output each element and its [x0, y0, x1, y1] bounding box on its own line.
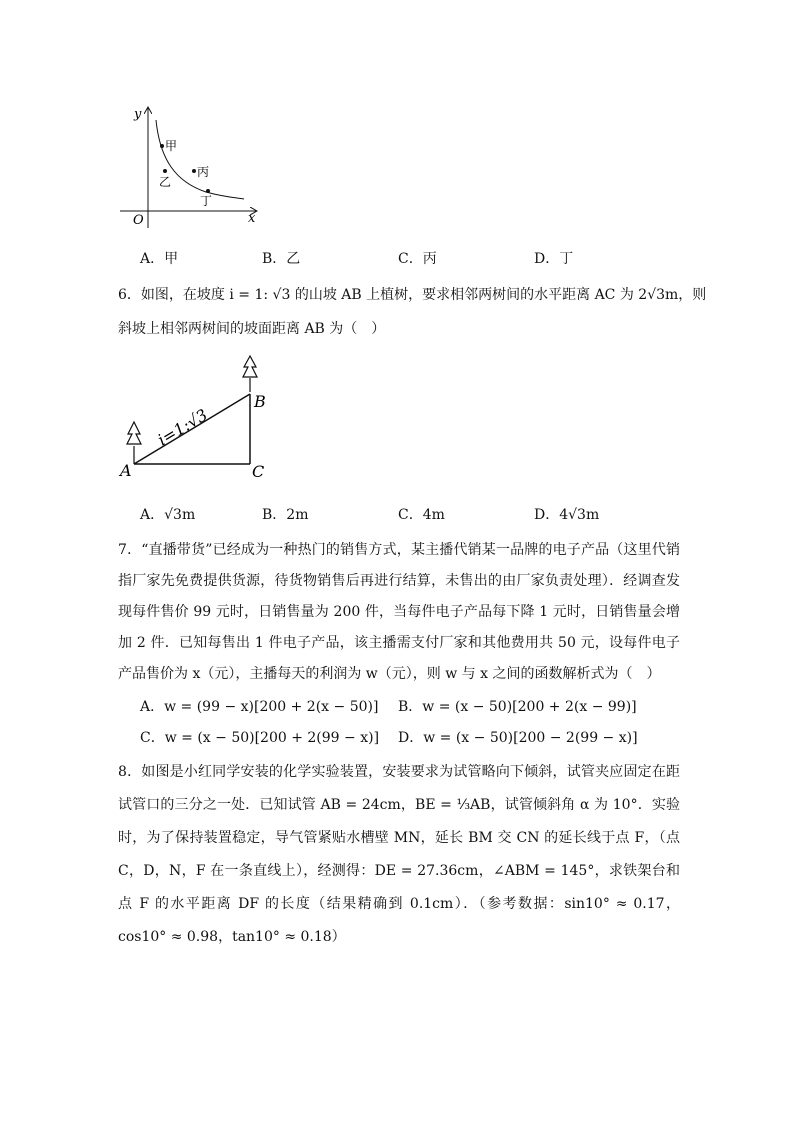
q6-option-a[interactable]: A．√3m — [140, 507, 196, 523]
q7-text: 7．“直播带货”已经成为一种热门的销售方式，某主播代销某一品牌的电子产品（这里代销指厂家先免费提供货源，待货物销售后再进行结算，未售出的由厂家负责处理）．经调查发现每件售价 99 元时，日销售量为 200 件，当每件电子产品每下降 1 元时，日销售量会增加 2 件．已知每售出 1 件电子产品，该主播需支付厂家和其他费用共 50 元，设每件电子产品售价为 x（元），主播每天的利润为 w（元），则 w 与 x 之间的函数解析式为（ ） — [118, 542, 680, 682]
q6-option-c[interactable]: C．4m — [398, 507, 445, 523]
q6-line-1: 6．如图，在坡度 i = 1: √3 的山坡 AB 上植树，要求相邻两树间的水平距离 AC 为 2√3m，则 — [118, 287, 707, 303]
q5-figure — [116, 100, 266, 230]
axis-x-label: x — [248, 211, 256, 226]
q7-option-b[interactable]: B．w = (x − 50)[200 + 2(x − 99)] — [398, 699, 637, 715]
point-jia-label: 甲 — [165, 139, 178, 153]
q6-figure — [116, 350, 276, 485]
q7-option-d[interactable]: D．w = (x − 50)[200 − 2(99 − x)] — [398, 730, 638, 746]
tree-a-icon — [127, 422, 141, 464]
point-bing — [192, 169, 196, 173]
label-b: B — [254, 392, 266, 411]
label-c: C — [252, 462, 265, 481]
q5-option-a[interactable]: A．甲 — [140, 251, 179, 267]
q6-line-2: 斜坡上相邻两树间的坡面距离 AB 为（ ） — [118, 321, 386, 337]
q6-option-d[interactable]: D．4√3m — [534, 507, 600, 523]
q7-option-c[interactable]: C．w = (x − 50)[200 + 2(99 − x)] — [140, 730, 380, 746]
point-ding-label: 丁 — [200, 194, 213, 208]
origin-label: O — [133, 213, 144, 228]
q8-text: 8．如图是小红同学安装的化学实验装置，安装要求为试管略向下倾斜，试管夹应固定在距试管口的三分之一处．已知试管 AB = 24cm，BE = ⅓AB，试管倾斜角 α 为 10°．实验时，为了保持装置稳定，导气管紧贴水槽壁 MN，延长 BM 交 CN 的延长线于点 F，（点 C，D，N，F 在一条直线上），经测得：DE = 27.36cm，∠ABM = 145°，求铁架台和点 F 的水平距离 DF 的长度（结果精确到 0.1cm）．（参考数据：sin10° ≈ 0.17，cos10° ≈ 0.98，tan10° ≈ 0.18） — [118, 764, 680, 945]
q5-option-d[interactable]: D．丁 — [534, 251, 574, 267]
tree-b-icon — [243, 356, 257, 392]
q5-option-c[interactable]: C．丙 — [398, 251, 437, 267]
point-yi-label: 乙 — [159, 175, 172, 189]
slope-label: i=1:√3 — [154, 405, 211, 450]
label-a: A — [120, 461, 132, 480]
point-ding — [206, 189, 210, 193]
axis-y-label: y — [134, 107, 142, 122]
q5-option-b[interactable]: B．乙 — [262, 251, 301, 267]
point-bing-label: 丙 — [197, 165, 210, 179]
point-jia — [160, 144, 164, 148]
point-yi — [163, 169, 167, 173]
q6-option-b[interactable]: B．2m — [262, 507, 309, 523]
q7-option-a[interactable]: A．w = (99 − x)[200 + 2(x − 50)] — [140, 699, 379, 715]
